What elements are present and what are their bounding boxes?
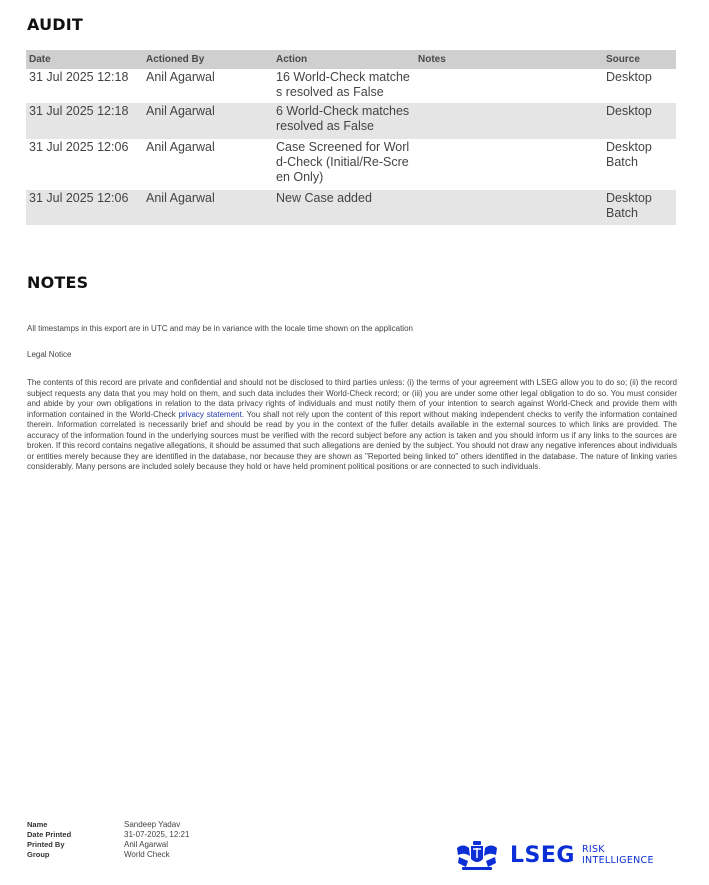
table-row (26, 69, 676, 103)
table-row (26, 103, 676, 139)
tagline-line-2: INTELLIGENCE (581, 855, 654, 866)
risk-intelligence-tagline (582, 844, 654, 866)
cell-source: Desktop (603, 103, 676, 139)
cell-action: New Case added (273, 190, 415, 225)
crest-icon (454, 839, 500, 871)
audit-section-title: AUDIT (27, 15, 84, 34)
group-value: World Check (124, 850, 170, 859)
cell-date: 31 Jul 2025 12:18 (26, 103, 143, 139)
footer-row-group (27, 850, 189, 860)
column-header-source: Source (603, 50, 676, 69)
cell-action: 6 World-Check matches resolved as False (273, 103, 415, 139)
cell-notes (415, 139, 603, 190)
cell-source: Desktop Batch (603, 190, 676, 225)
notes-section-title: NOTES (27, 273, 89, 292)
lseg-wordmark: LSEG (510, 842, 575, 868)
column-header-actioned-by: Actioned By (143, 50, 273, 69)
privacy-statement-link[interactable]: privacy statement (178, 409, 242, 419)
name-value: Sandeep Yadav (124, 820, 181, 829)
cell-date: 31 Jul 2025 12:06 (26, 190, 143, 225)
tagline-line-1: RISK (581, 844, 605, 855)
column-header-date: Date (26, 50, 143, 69)
print-info-footer (27, 820, 189, 860)
audit-table (26, 50, 676, 225)
date-printed-label: Date Printed (27, 830, 72, 839)
cell-notes (415, 103, 603, 139)
cell-notes (415, 190, 603, 225)
table-row (26, 190, 676, 225)
cell-action: 16 World-Check matches resolved as False (276, 70, 410, 99)
legal-notice-body (27, 378, 677, 473)
footer-row-name (27, 820, 189, 830)
cell-actioned-by: Anil Agarwal (143, 103, 273, 139)
legal-text-part-1: The contents of this record are private and confidential and should not be disclosed to third parties unless: (i) the terms of your agreement with LSEG allow you to do so; (ii) the record subject requests any data that you may hold on them, and such data includes their World-Check record; or (iii) you are under some other legal obligation to do so. You must consider and abide by your own obligations in relation to the data privacy rights of individuals and must notify them of your intention to search against World-Check and provide them with information contained in the World-Check (27, 378, 677, 419)
footer-row-date-printed (27, 830, 189, 840)
cell-actioned-by: Anil Agarwal (146, 140, 215, 154)
column-header-action: Action (273, 50, 415, 69)
legal-text-part-2: . You shall not rely upon the content of this report without making independent checks to verify the information contained therein. Information correlated is necessarily brief and should be read by you in the context of the fuller details available in the external sources to which links are provided. The accuracy of the information found in the underlying sources must be verified with the record subject before any action is taken and you should inform us if any links to the sources are broken. If this record contains negative allegations, it should be assumed that such allegations are denied by the subject. You should not draw any negative inferences about individuals or entities merely because they are identified in the database, nor because they are shown as "Reported being linked to" others identified in the database. The nature of linking varies considerably. Many persons are included solely because they hold or have held prominent political positions or are connected to such individuals. (27, 409, 677, 471)
cell-source: Desktop Batch (606, 140, 652, 169)
date-printed-value: 31-07-2025, 12:21 (124, 830, 190, 839)
printed-by-value: Anil Agarwal (124, 840, 169, 849)
cell-notes (415, 69, 603, 103)
printed-by-label: Printed By (27, 840, 65, 849)
footer-row-printed-by (27, 840, 189, 850)
group-label: Group (27, 850, 50, 859)
cell-date: 31 Jul 2025 12:18 (29, 70, 129, 84)
lseg-logo (454, 838, 654, 872)
cell-date: 31 Jul 2025 12:06 (29, 140, 129, 154)
legal-notice-heading: Legal Notice (27, 350, 72, 359)
name-label: Name (27, 820, 48, 829)
cell-actioned-by: Anil Agarwal (143, 190, 273, 225)
cell-action: Case Screened for World-Check (Initial/Re-Screen Only) (276, 140, 410, 184)
cell-source: Desktop (606, 70, 652, 84)
cell-actioned-by: Anil Agarwal (146, 70, 215, 84)
table-row (26, 139, 676, 190)
audit-header-row (26, 50, 676, 69)
timestamp-note: All timestamps in this export are in UTC and may be in variance with the locale time shown on the application (27, 324, 413, 333)
column-header-notes: Notes (415, 50, 603, 69)
